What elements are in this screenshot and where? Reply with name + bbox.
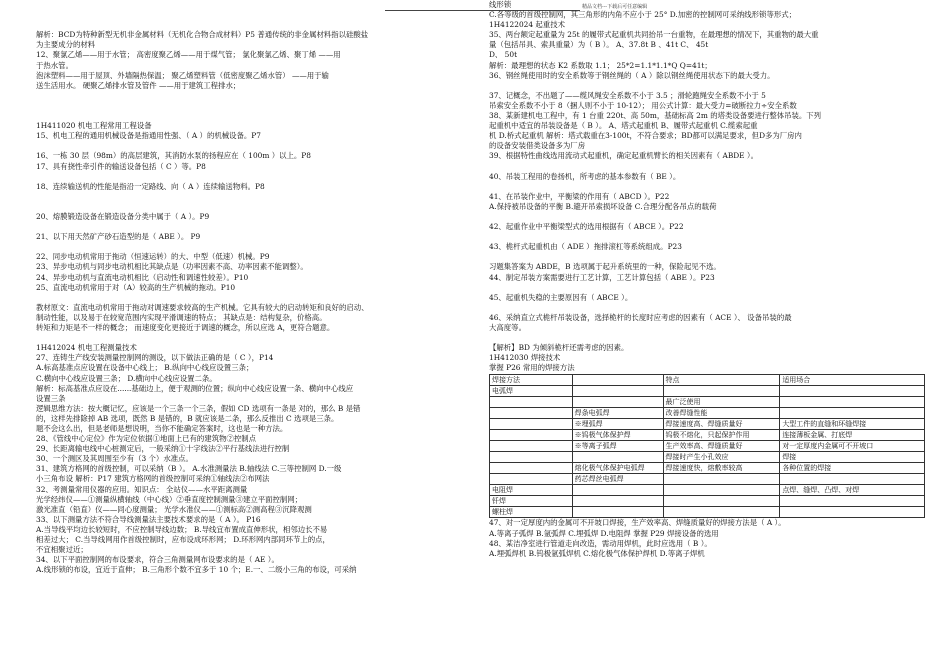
header-watermark: 精品文档---下载后可任意编辑 <box>582 4 648 10</box>
table-cell: 最广泛使用 <box>663 397 780 408</box>
text-line: 大高度等。 <box>489 323 526 332</box>
table-row <box>490 452 925 463</box>
table-cell: 焊接速度高、焊缝质量好 <box>663 419 780 430</box>
text-line: 小三角布设 解析：P17 建筑方格网的首级控制可采纳①轴线法②布网法 <box>36 474 270 484</box>
welding-methods-table <box>489 374 925 518</box>
table-cell <box>490 397 573 408</box>
table-cell: ※等离子弧焊 <box>572 441 663 452</box>
spacer <box>36 141 476 151</box>
table-row <box>490 408 925 419</box>
table-cell: 生产效率高、焊缝质量好 <box>663 441 780 452</box>
text-line: 36、钢丝绳使用时的安全系数等于钢丝绳的（ A ）除以钢丝绳使用状态下的最大受力。 <box>489 70 775 80</box>
table-cell <box>490 419 573 430</box>
spacer <box>36 192 476 212</box>
table-row <box>490 386 925 397</box>
table-header-row <box>490 375 925 386</box>
right-column <box>489 0 919 559</box>
table-cell <box>572 496 663 507</box>
text-line: C.各等级的首级控制网，其三角形的内角不应小于 25° D.加密的控制网可采纳线形锁等形式； <box>489 10 797 20</box>
spacer <box>489 303 919 313</box>
text-line: A.当导线平均边长较短时，不应控制导线边数； B.导线宜布置成直伸形状，相邻边长不易 <box>36 524 328 534</box>
text-line: 起重机中适宜的吊装设备是（ B ）。 A、塔式起重机 B、履带式起重机 C.缆索起重 <box>489 121 758 131</box>
text-line: A.保持被吊设备的平衡 B.避开吊索损坏设备 C.合理分配各吊点的载荷 <box>489 201 717 211</box>
table-cell: 改善焊缝性能 <box>663 408 780 419</box>
table-row <box>490 474 925 485</box>
table-cell <box>780 408 925 419</box>
spacer <box>36 172 476 182</box>
spacer <box>36 293 476 303</box>
text-line: 解析：BCD为特种新型无机非金属材料（无机化合物合成材料）P5 普通传统的非金属材料指以硅酸盐 <box>36 30 369 40</box>
text-line: 解析：标高基准点应设在......基础边上，便于观测的位置；纵向中心线应设置一条、横向中心线应 <box>36 383 354 393</box>
spacer <box>489 252 919 262</box>
text-line: 不宜相聚过近； <box>36 545 88 555</box>
table-cell <box>663 386 780 397</box>
table-row <box>490 430 925 441</box>
spacer <box>36 222 476 232</box>
table-cell <box>780 397 925 408</box>
text-line: 29、长距离输电线中心桩测定后，一般采纳①十字线法②平行基线法进行控制 <box>36 444 290 454</box>
text-line: A.标高基准点应设置在设备中心线上； B.纵向中心线应设置三条； <box>36 363 254 373</box>
table-header-cell: 适用场合 <box>780 375 925 386</box>
spacer <box>489 333 919 343</box>
table-cell <box>780 496 925 507</box>
text-line: 32、考测量常用仪器的应用。知识点： 全站仪——水平距离测量 <box>36 484 248 494</box>
text-line: 16、一栋 30 层（98m）的高层建筑，其消防水泵的扬程应在（ 100m ）以上。P8 <box>36 151 311 161</box>
text-line: 21、以下用天然矿产砂石造型的是（ ABE ）。 P9 <box>36 232 201 242</box>
text-line: 45、起重机失稳的主要原因有（ ABCE ）。 <box>489 292 633 302</box>
text-line: 48、某洁净室进行管道走向改造，需动用焊机，此时应选用（ B ）。 <box>489 538 712 548</box>
table-cell <box>572 507 663 518</box>
text-line: 泡沫塑料——用于屋顶、外墙隔热保温； 聚乙烯塑料管（低密度聚乙烯水管） ——用于输 <box>36 70 329 80</box>
table-cell <box>572 397 663 408</box>
table-cell <box>663 485 780 496</box>
table-cell: 焊接时产生小孔效应 <box>663 452 780 463</box>
table-cell: 电阻焊 <box>490 485 573 496</box>
text-line: A.等离子弧焊 B.氩弧焊 C.埋弧焊 D.电阻焊 掌握 P29 焊接设备的选用 <box>489 528 719 538</box>
table-cell <box>663 507 780 518</box>
text-line: 1H411020 机电工程常用工程设备 <box>36 121 152 131</box>
text-line: 27、连铸生产线安装测量控制网的测设，以下做法正确的是（ C ），P14 <box>36 353 274 363</box>
table-cell: 钎焊 <box>490 496 573 507</box>
table-cell <box>490 463 573 474</box>
table-cell: 连接薄板金属、打底焊 <box>780 430 925 441</box>
text-line: 12、聚氯乙烯——用于水管； 高密度聚乙烯——用于煤气管； 氯化聚氯乙烯、聚丁烯 ——用 <box>36 50 341 60</box>
table-row <box>490 507 925 518</box>
spacer <box>489 162 919 172</box>
text-line: 33、以下测量方法不符合导线测量法主要技术要求的是（ A ）。 P16 <box>36 514 261 524</box>
spacer <box>489 232 919 242</box>
left-column <box>36 0 476 575</box>
table-cell: 药芯焊丝电弧焊 <box>572 474 663 485</box>
text-line: 43、桅杆式起重机由（ ADE ）拖排滚杠等系统组成。P23 <box>489 242 682 252</box>
text-line: 15、机电工程的通用机械设备是指通用性强、（ A ）的机械设备。P7 <box>36 131 261 141</box>
spacer <box>489 212 919 222</box>
text-line: 47、对一定厚度内的金属可不开坡口焊接，生产效率高、焊缝质量好的焊接方法是（ A ）。 <box>489 518 786 528</box>
text-line: 光学经纬仪——①测量纵横轴线（中心线）②垂直度控制测量③建立平面控制网； <box>36 494 303 504</box>
text-line: 46、采纳直立式桅杆吊装设备，选择桅杆的长度时应考虑的因素有（ ACE ）、 设备吊装的最 <box>489 312 792 322</box>
text-line: 转矩和力矩是不一样的概念； 而速度变化更接近于调速的概念，所以应选 A，更符合题意。 <box>36 323 335 333</box>
table-header-cell <box>572 375 663 386</box>
text-line: 25、直流电动机常用于对（A）较高的生产机械的拖动。P10 <box>36 282 236 292</box>
table-cell <box>490 408 573 419</box>
table-cell: 各种位置的焊接 <box>780 463 925 474</box>
text-line: 的，这样先排除掉 AB 选项，既然 B 是错的，B 就应该是二条，那么反推出 C 选项是三条。 <box>36 413 339 423</box>
text-line: C.横向中心线应设置三条； D.横向中心线应设置二条。 <box>36 373 217 383</box>
table-header-cell: 特点 <box>663 375 780 386</box>
table-cell <box>663 496 780 507</box>
table-cell <box>490 441 573 452</box>
text-line: 35、两台额定起重量为 25t 的履带式起重机共同抬吊一台重物，在最理想的情况下，其重物的最大重 <box>489 30 819 40</box>
table-row <box>490 441 925 452</box>
text-line: D、 50t <box>489 50 518 60</box>
text-line: A.线形锁的布设，宜近于直伸； B.三角形个数不宜多于 10 个；E.一、二级小三角的布设，可采纳 <box>36 565 357 575</box>
table-cell <box>572 386 663 397</box>
table-cell <box>780 507 925 518</box>
table-cell <box>490 452 573 463</box>
table-cell: 熔化极气体保护电弧焊 <box>572 463 663 474</box>
spacer <box>489 81 919 91</box>
text-line: 送生活用水。 硬聚乙烯排水管及管件 ——用于建筑工程排水； <box>36 80 241 90</box>
text-line: 为主要成分的材料 <box>36 40 96 50</box>
spacer <box>36 333 476 343</box>
text-line: 习题集答案为 ABDE，B 选项属于起升系统里的一种，保险起见不选。 <box>489 262 721 272</box>
table-cell <box>663 474 780 485</box>
text-line: 31、建筑方格网的首级控制，可以采纳（B ）。 A.水准测量法 B.轴线法 C.三等控制网 D.一级 <box>36 464 342 474</box>
table-row <box>490 496 925 507</box>
table-cell: 焊条电弧焊 <box>572 408 663 419</box>
table-cell: 大型工件的直缝和环缝焊接 <box>780 419 925 430</box>
text-line: 38、某新建机电工程中，有 1 台重 220t、高 50m，基础标高 2m 的塔类设备要进行整体吊装。下列 <box>489 111 822 121</box>
table-cell: 焊接 <box>780 452 925 463</box>
text-line: 题不会这么出，但是老师是想说明，当你不能确定答案时，这也是一种方法。 <box>36 423 288 433</box>
table-cell <box>490 474 573 485</box>
table-row <box>490 485 925 496</box>
text-line: 40、吊装工程用的卷扬机，所考虑的基本参数有（ BE ）。 <box>489 171 681 181</box>
table-row <box>490 463 925 474</box>
text-line: 1H412030 焊接技术 <box>489 353 561 363</box>
text-line: 22、同步电动机常用于拖动（恒速运转）的大、中型（低速）机械。P9 <box>36 252 270 262</box>
spacer <box>36 0 476 30</box>
table-cell <box>572 485 663 496</box>
text-line: A.埋弧焊机 B.钨极氩弧焊机 C.熔化极气体保护焊机 D.等离子焊机 <box>489 548 705 558</box>
text-line: 机 D.桥式起重机 解析：塔式载重在3-100t，不符合要求；BD都可以满足要求，但D多为厂房内 <box>489 131 802 141</box>
table-cell: 电弧焊 <box>490 386 573 397</box>
table-cell: 点焊、缝焊、凸焊、对焊 <box>780 485 925 496</box>
table-cell: ※钨极气体保护焊 <box>572 430 663 441</box>
text-line: 18、连续输送机的性能是指沿一定路线、向（ A ）连续输送物料。P8 <box>36 181 265 191</box>
text-line: 【解析】BD 为倾斜桅杆还需考虑的因素。 <box>489 343 629 353</box>
text-line: 设置三条 <box>36 393 66 403</box>
right-column-after-table <box>489 518 919 558</box>
text-line: 1H4122024 起重技术 <box>489 20 565 30</box>
table-cell <box>780 386 925 397</box>
table-cell <box>572 452 663 463</box>
text-line: 解析：最理想的状态 K2 系数取 1.1； 25*2=1.1*1.1*Q Q=41t； <box>489 60 712 70</box>
text-line: 量（包括吊具、索具重量）为（ B ）。 A、37.8t B 、41t C、 45t <box>489 40 709 50</box>
table-cell <box>780 474 925 485</box>
text-line: 教材原文：直流电动机常用于拖动对调速要求较高的生产机械。它具有较大的启动转矩和良好的启动、 <box>36 302 369 312</box>
right-column-text <box>489 0 919 373</box>
table-header-cell: 焊接方法 <box>490 375 573 386</box>
text-line: 23、异步电动机与同步电动机相比其缺点是（功率因素不高、功率因素不能调整）。 <box>36 262 308 272</box>
table-row <box>490 397 925 408</box>
text-line: 于热水管。 <box>36 60 73 70</box>
text-line: 17、具有挠性牵引件的输送设备包括（ C ）等。P8 <box>36 161 206 171</box>
text-line: 激光准直（铅直）仪——同心度测量； 光学水准仪——①测标高②测高程③沉降观测 <box>36 504 312 514</box>
text-line: 37、记概念，不出题了——缆风绳安全系数不小于 3.5 ；滑轮跑绳安全系数不小于 5 <box>489 90 766 100</box>
text-line: 制动性能，以及易于在较宽范围内实现平滑调速的特点； 其缺点是：结构复杂，价格高。 <box>36 312 327 322</box>
table-cell: ※埋弧焊 <box>572 419 663 430</box>
table-cell: 螺柱焊 <box>490 507 573 518</box>
spacer <box>489 182 919 192</box>
text-line: 的设备安装借类设备多为厂房 <box>489 141 586 151</box>
text-line: 39、根据特性曲线选用流动式起重机，确定起重机臂长的相关因素有（ ABDE ）。 <box>489 151 758 161</box>
text-line: 线形锁 <box>489 0 512 9</box>
text-line: 42、起重作业中平衡梁型式的选用根据有（ ABCE ）。P22 <box>489 222 684 232</box>
text-line: 20、熔膜锻造设备在锻造设备分类中属于（ A ）。P9 <box>36 212 210 221</box>
text-line: 掌握 P26 常用的焊接方法 <box>489 363 575 373</box>
table-row <box>490 419 925 430</box>
text-line: 1H412024 机电工程测量技术 <box>36 343 137 353</box>
spacer <box>489 283 919 293</box>
text-line: 逻辑思维方法：按大概记忆，应该是一个三条一个三条，假如 CD 选项有一条是 对的，那么 B 是错 <box>36 403 361 413</box>
text-line: 28、《管线中心定位》作为定位依据①地面上已有的建筑物②控制点 <box>36 434 257 444</box>
table-cell: 对一定厚度内金属可不开坡口 <box>780 441 925 452</box>
text-line: 41、在吊装作业中，平衡梁的作用有（ ABCD ）。P22 <box>489 191 670 201</box>
table-cell: 钨极不熔化，只起保护作用 <box>663 430 780 441</box>
text-line: 34、以下平面控制网的布设要求，符合三角测量网布设要求的是（ AE ）。 <box>36 555 279 565</box>
spacer <box>36 242 476 252</box>
text-line: 相差过大； C.当导线网用作首级控制时，应布设成环形网； D.环形网内部同环节上的点， <box>36 535 330 544</box>
spacer <box>36 91 476 121</box>
table-cell <box>490 430 573 441</box>
text-line: 24、异步电动机与直流电动机相比（启动性和调速性较差）。P10 <box>36 272 249 282</box>
text-line: 44、制定吊装方案需要进行工艺计算，工艺计算包括（ ABE ）。P23 <box>489 272 715 282</box>
text-line: 30、一个测区及其周围至少有（3 个）水准点。 <box>36 454 193 464</box>
table-cell: 焊接速度快，熔敷率较高 <box>663 463 780 474</box>
text-line: 吊索安全系数不小于 8（捆人则不小于 10-12）； 用公式计算：最大受力=破断拉力÷安全系数 <box>489 100 797 110</box>
